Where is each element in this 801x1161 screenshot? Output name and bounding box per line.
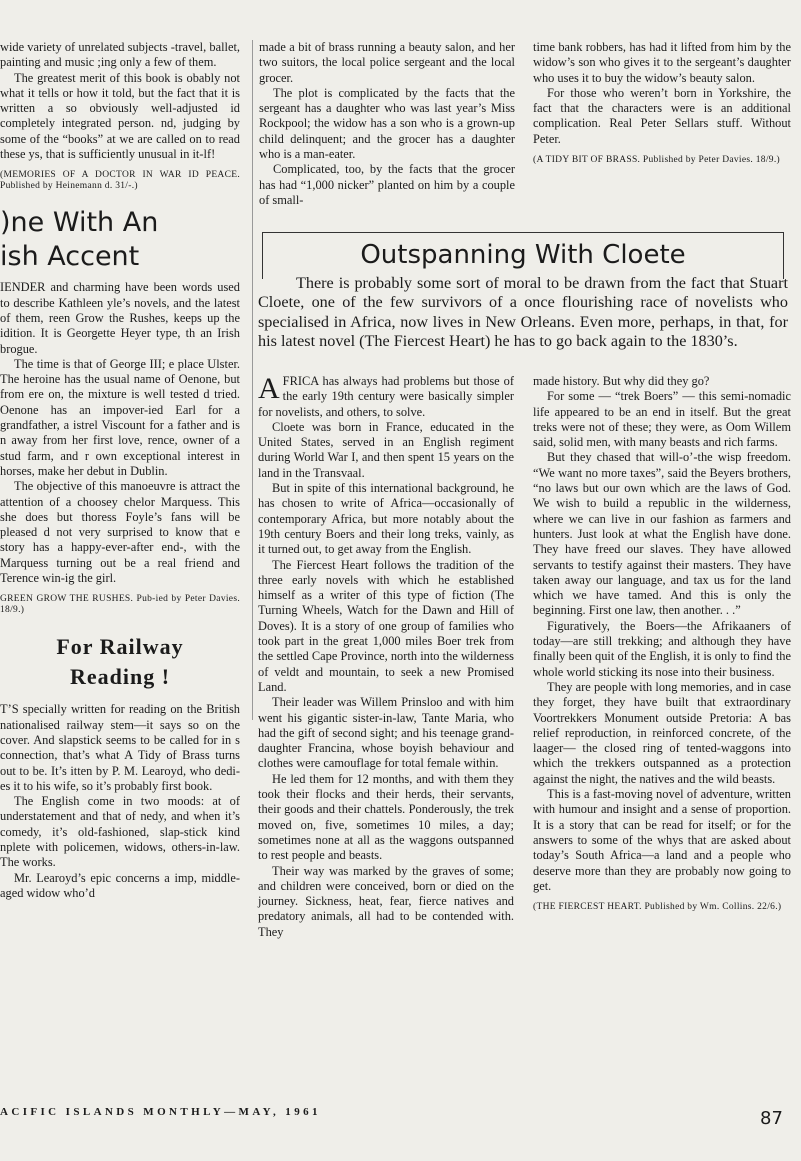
review-heading: )ne With An ish Accent bbox=[0, 207, 159, 273]
page-number: 87 bbox=[760, 1108, 783, 1129]
paragraph: This is a fast-moving novel of adventure, written with humour and insight and a sense of proportion. It is a story that can be read for itself; or for the answers to some of the whys that are asked about today’s South Africa—a land and a people who deserve more than they are probably now going to get. bbox=[533, 787, 791, 893]
book-credit: (THE FIERCEST HEART. Published by Wm. Collins. 22/6.) bbox=[533, 902, 782, 913]
paragraph: Their way was marked by the graves of some; and children were conceived, born or died on the journey. Sickness, heat, fear, fierce natives and predatory animals, all had to be contended with. They bbox=[258, 863, 514, 939]
paragraph: T’S specially written for reading on the British nationalised railway stem—it says so on the cover. And slapstick seems to be called for in s connection, that’s what A Tidy of Brass turns out to be. It’s itten by P. M. Learoyd, who dedi-es it to his wife, so it’s probably first book. bbox=[0, 702, 240, 793]
paragraph: The Fiercest Heart follows the tradition of the three early novels with which he established himself as a writer of this type of fiction (The Turning Wheels, Watch for the Dawn and Hill of Doves). It is a story of one group of families who took part in the great 1,000 miles Boer trek from the settled Cape Province, north into the wilderness of veldt and mountain, to seek a new Promised Land. bbox=[258, 557, 514, 694]
paragraph: The objective of this manoeuvre is attract the attention of a choosey chelor Marquess. This she does but thoress Foyle’s fans will be pleased d not very surprised to know that e story has a happy-ever-after end-, with the Marquess turning out be a real friend and Terence win-ig the girl. bbox=[0, 479, 240, 586]
paragraph: time bank robbers, has had it lifted from him by the widow’s son who gives it to the sergeant’s daughter who uses it to buy the widow’s beauty salon. bbox=[533, 40, 791, 85]
column-divider bbox=[252, 40, 253, 720]
paragraph: IENDER and charming have been words used to describe Kathleen yle’s novels, and the latest of them, reen Grow the Rushes, keeps up the idition. It is Georgette Heyer type, th an Irish brogue. bbox=[0, 280, 240, 356]
paragraph: The time is that of George III; e place Ulster. The heroine has the usual name of Oenone, but from ere on, the mixture is well tested d tried. Oenone has an impover-ied Earl for a grandfather, a istrel Viscount for a father and is n away from her first love, rence, owner of a stud farm, and r own exceptional interest in horses, make her debut in Dublin. bbox=[0, 356, 240, 478]
book-credit: (A TIDY BIT OF BRASS. Published by Peter Davies. 18/9.) bbox=[533, 155, 780, 166]
review-heading: For Railway Reading ! bbox=[56, 634, 184, 690]
paragraph: He led them for 12 months, and with them they took their flocks and their herds, their servants, their goods and their chattels. Ponderously, the trek moved on, five, sometimes 10 miles, a day; sometimes none at all as the waggons outspanned to rest people and beasts. bbox=[258, 771, 514, 863]
article-right-column bbox=[533, 374, 791, 913]
paragraph: Mr. Learoyd’s epic concerns a imp, middle-aged widow who’d bbox=[0, 870, 240, 900]
paragraph: For those who weren’t born in Yorkshire, the fact that the characters were is an additional complication. Real Peter Sellars stuff. Without Peter. bbox=[533, 85, 791, 146]
paragraph: But they chased that will-o’-the wisp freedom. “We want no more taxes”, said the Beyers brothers, “no laws but our own which are the laws of God. We wish to build a republic in the wilderness, where we can live in our fashion as farmers and hunters. Just look at what the English have done. They have freed our slaves. They have allowed servants to testify against their masters. They have taken away our language, and tax us for the land which we have tamed. And this is only the beginning. First one law, then another. . .” bbox=[533, 450, 791, 618]
right-column bbox=[533, 40, 791, 166]
article-intro: There is probably some sort of moral to be drawn from the fact that Stuart Cloete, one of the few survivors of a once flourishing race of novelists who specialised in Africa, now lives in New Orleans. Even more, perhaps, in that, for his latest novel (The Fiercest Heart) he has to go back again to the 1830’s. bbox=[258, 274, 788, 351]
book-credit: (MEMORIES OF A DOCTOR IN WAR ID PEACE. Published by Heinemann d. 31/-.) bbox=[0, 170, 240, 192]
paragraph: AFRICA has always had problems but those of the early 19th century were basically simpler for novelists, and others, to solve. bbox=[258, 372, 514, 419]
paragraph: made history. But why did they go? bbox=[533, 374, 710, 388]
page-footer: ACIFIC ISLANDS MONTHLY—MAY, 1961 bbox=[0, 1106, 321, 1118]
paragraph: Figuratively, the Boers—the Afrikaaners of today—are still trekking; and although they have finally been quit of the English, it is only to find the whole world sticking its nose into their business. bbox=[533, 618, 791, 679]
book-credit: GREEN GROW THE RUSHES. Pub-ied by Peter Davies. 18/9.) bbox=[0, 594, 240, 616]
drop-cap: A bbox=[258, 372, 280, 405]
paragraph: They are people with long memories, and in case they forget, they have built that extraordinary Voortrekkers Monument outside Pretoria: A bas relief reproduction, in reinforced concrete, of the laager— the closed ring of tented-waggons into which the trekkers outspanned as a protection against the night, the natives and the wild beasts. bbox=[533, 679, 791, 786]
paragraph: But in spite of this international background, he has chosen to write of Africa—occasionally of contemporary Africa, but more notably about the 19th century Boers and their long treks, vainly, as it turned out, to get away from the English. bbox=[258, 481, 514, 557]
paragraph: The greatest merit of this book is obably not what it tells or how it told, but the fact that it is written a so obviously well-adjusted id completely integrated person. nd, judging by some of the “books” at we are called on to read these ys, that is sufficiently unusual in it-lf! bbox=[0, 70, 240, 162]
paragraph: The plot is complicated by the facts that the sergeant has a daughter who was last year’s Miss Rockpool; the widow has a son who is a grown-up child delinquent; and the grocer has a daughter who is a man-eater. bbox=[259, 85, 515, 162]
left-column bbox=[0, 40, 240, 901]
paragraph: Complicated, too, by the facts that the grocer has had “1,000 nicker” planted on him by a couple of small- bbox=[259, 162, 515, 207]
paragraph: Their leader was Willem Prinsloo and with him went his gigantic sister-in-law, Tante Maria, who had the gift of second sight; and his teenage grand-daughter Francina, whose boyish behaviour and clothes were camouflage for total female within. bbox=[258, 695, 514, 771]
paragraph: Cloete was born in France, educated in the United States, served in an English regiment during World War I, and then spent 15 years on the land in the Transvaal. bbox=[258, 419, 514, 480]
article-left-column bbox=[258, 374, 514, 940]
paragraph: The English come in two moods: at of understatement and that of nedy, and when it’s comedy, it’s old-fashioned, slap-stick kind nplete with policemen, widows, others-in-law. The works. bbox=[0, 794, 240, 870]
article-title: Outspanning With Cloete bbox=[360, 240, 686, 270]
paragraph: made a bit of brass running a beauty salon, and her two suitors, the local police sergeant and the local grocer. bbox=[259, 40, 515, 85]
paragraph: For some — “trek Boers” — this semi-nomadic life appeared to be an end in itself. But the great treks were not of these; they were, as Oom Willem said, solid men, with many beasts and rich farms. bbox=[533, 389, 791, 450]
middle-column bbox=[259, 40, 515, 208]
article-title-box bbox=[262, 232, 784, 279]
paragraph: wide variety of unrelated subjects -travel, ballet, painting and music ;ing only a few of them. bbox=[0, 40, 240, 70]
